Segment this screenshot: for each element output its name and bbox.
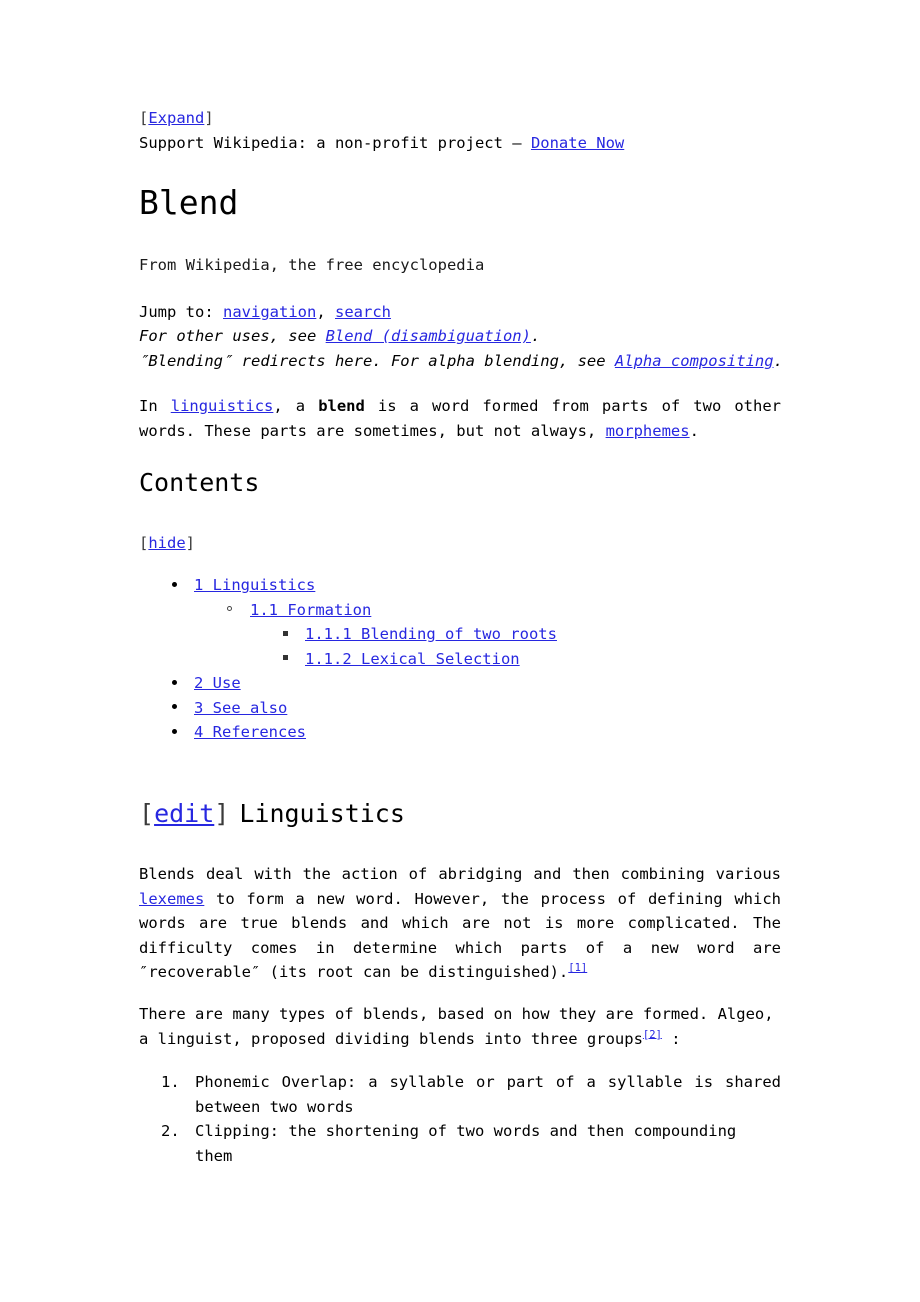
toc-item-linguistics[interactable]: [139, 573, 781, 671]
intro-text-2: , a: [273, 397, 319, 415]
jump-to-search-link[interactable]: search: [335, 303, 391, 321]
toc-link-lexical-selection[interactable]: 1.1.2 Lexical Selection: [305, 649, 520, 668]
section-headline-text: Linguistics: [239, 799, 405, 828]
toc-link-linguistics[interactable]: 1 Linguistics: [194, 576, 316, 594]
list-item-number: 2.: [161, 1122, 180, 1140]
toc-link-use[interactable]: 2 Use: [194, 674, 241, 692]
reference-link-1[interactable]: [1]: [568, 961, 588, 974]
toc-link-blending-of-two-roots[interactable]: 1.1.1 Blending of two roots: [305, 625, 557, 643]
para2-text-2: :: [661, 1029, 681, 1048]
jump-separator: ,: [316, 303, 335, 321]
expand-close-bracket: ]: [204, 109, 214, 127]
toc-hide-link[interactable]: hide: [148, 534, 186, 552]
toc-toggle-open-bracket: [: [139, 534, 149, 552]
reference-marker-1[interactable]: [568, 962, 587, 974]
intro-bold-term: blend: [318, 397, 365, 415]
para2-text-1: There are many types of blends, based on how they are formed. Algeo, a linguist, proposed dividing blends into three groups: [139, 1005, 774, 1048]
table-of-contents: [139, 573, 781, 745]
jump-to-links: [139, 300, 391, 325]
toc-link-references[interactable]: 4 References: [194, 723, 306, 741]
edit-close-bracket: ]: [214, 799, 230, 828]
list-item: [139, 1119, 781, 1168]
toc-toggle: [139, 532, 195, 554]
site-subtitle: From Wikipedia, the free encyclopedia: [139, 256, 485, 274]
blend-disambiguation-link[interactable]: Blend (disambiguation): [325, 327, 531, 345]
toc-item-formation[interactable]: [194, 598, 781, 672]
linguistics-link[interactable]: linguistics: [170, 397, 274, 415]
site-notice-support-row: [139, 131, 781, 156]
toc-level-1-list: [139, 573, 781, 745]
edit-section-link[interactable]: edit: [154, 799, 215, 828]
reference-marker-2[interactable]: [643, 1028, 662, 1040]
page-title: Blend: [139, 183, 239, 222]
site-notice: [139, 106, 781, 155]
toc-item-lexical-selection[interactable]: [250, 647, 781, 672]
toc-level-2-list: [194, 598, 781, 672]
hatnote-1-prefix: For other uses, see: [139, 327, 326, 345]
disc-bullet-icon: [172, 671, 182, 696]
expand-open-bracket: [: [139, 109, 149, 127]
toc-toggle-close-bracket: ]: [185, 534, 196, 552]
intro-text-4: .: [689, 421, 699, 440]
disc-bullet-icon: [172, 696, 182, 721]
intro-paragraph-wrapper: [139, 394, 781, 443]
hatnote-disambiguation: [139, 324, 783, 349]
toc-link-formation[interactable]: 1.1 Formation: [250, 600, 372, 619]
para1-text-2: to form a new word. However, the process of defining which words are true blends and which are not is more complicated. The difficulty comes in determine which parts of a new word are ″recoverable″ (its root can be distinguished).: [139, 889, 781, 981]
circle-bullet-icon: [227, 598, 237, 623]
edit-open-bracket: [: [139, 799, 155, 828]
lexemes-link[interactable]: lexemes: [139, 889, 205, 908]
expand-link[interactable]: Expand: [148, 109, 205, 127]
square-bullet-icon: [283, 622, 293, 647]
toc-item-see-also[interactable]: [139, 696, 781, 721]
blend-types-list: [139, 1070, 781, 1168]
jump-to-navigation-link[interactable]: navigation: [223, 303, 317, 321]
hatnote-1-suffix: .: [530, 327, 541, 345]
toc-item-blending-of-two-roots[interactable]: [250, 622, 781, 647]
edit-section-wrapper: [139, 799, 229, 828]
hatnote-2-prefix: ″Blending″ redirects here. For alpha blending, see: [139, 351, 615, 370]
section-paragraph-1-wrapper: [139, 862, 781, 985]
intro-paragraph: [139, 394, 781, 443]
toc-item-use[interactable]: [139, 671, 781, 696]
intro-text-3: is a word formed from parts of two other words. These parts are sometimes, but not always,: [139, 397, 782, 440]
toc-level-3-list: [250, 622, 781, 671]
intro-text-1: In: [139, 397, 171, 415]
reference-link-2[interactable]: [2]: [642, 1028, 662, 1041]
donate-now-link[interactable]: Donate Now: [530, 133, 625, 152]
list-item-text: Phonemic Overlap: a syllable or part of a syllable is shared between two words: [195, 1073, 781, 1116]
toc-link-see-also[interactable]: 3 See also: [194, 698, 288, 717]
toc-item-references[interactable]: [139, 720, 781, 745]
para1-text-1: Blends deal with the action of abridging and then combining various: [139, 865, 781, 883]
list-item-text: Clipping: the shortening of two words and then compounding them: [195, 1122, 737, 1165]
list-item: [139, 1070, 781, 1119]
morphemes-link[interactable]: morphemes: [605, 421, 690, 440]
site-notice-expand-row: [139, 106, 781, 131]
disc-bullet-icon: [172, 573, 182, 598]
section-paragraph-2-wrapper: [139, 1002, 781, 1051]
hatnote-redirect: [139, 349, 783, 374]
list-item-number: 1.: [161, 1073, 180, 1091]
section-heading-linguistics: [139, 798, 405, 830]
hatnote-2-suffix: .: [773, 351, 783, 370]
disc-bullet-icon: [172, 720, 182, 745]
jump-to-label: Jump to:: [139, 303, 223, 321]
article-content: [139, 106, 783, 1165]
square-bullet-icon: [283, 647, 293, 672]
section-paragraph-2: [139, 1002, 781, 1051]
support-text: Support Wikipedia: a non-profit project —: [139, 133, 531, 152]
section-paragraph-1: [139, 862, 781, 985]
hatnotes: [139, 324, 783, 373]
alpha-compositing-link[interactable]: Alpha compositing: [614, 351, 774, 370]
page-title-wrapper: [139, 184, 238, 222]
contents-heading: Contents: [139, 468, 260, 497]
